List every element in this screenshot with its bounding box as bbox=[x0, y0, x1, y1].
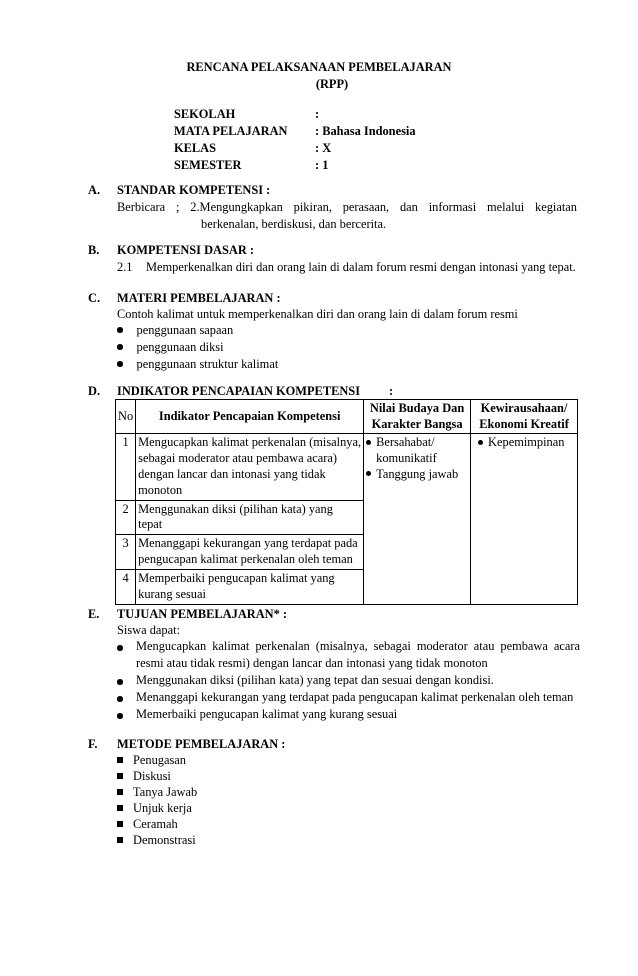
row-number: 1 bbox=[116, 434, 136, 501]
section-heading: INDIKATOR PENCAPAIAN KOMPETENSI bbox=[117, 384, 361, 398]
row-indikator: Menanggapi kekurangan yang terdapat pada pengucapan kalimat perkenalan oleh teman bbox=[136, 535, 364, 570]
materi-list bbox=[117, 323, 278, 374]
square-bullet-icon bbox=[117, 805, 123, 811]
section-heading-colon: : bbox=[389, 384, 394, 398]
section-letter: A. bbox=[88, 183, 101, 197]
section-heading: STANDAR KOMPETENSI : bbox=[117, 183, 271, 197]
section-heading: MATERI PEMBELAJARAN : bbox=[117, 291, 281, 305]
section-letter: C. bbox=[88, 291, 101, 305]
identity-row-mata-pelajaran bbox=[174, 124, 474, 141]
list-item: Memerbaiki pengucapan kalimat yang kurang sesuai bbox=[117, 707, 580, 724]
kewirausahaan-cell bbox=[471, 434, 578, 605]
metode-list bbox=[117, 753, 197, 849]
table-header-row bbox=[116, 400, 578, 434]
row-indikator: Menggunakan diksi (pilihan kata) yang tepat bbox=[136, 500, 364, 535]
bullet-icon bbox=[117, 327, 123, 333]
bullet-icon bbox=[366, 440, 371, 445]
row-indikator: Mengucapkan kalimat perkenalan (misalnya, sebagai moderator atau pembawa acara) dengan lancar dan intonasi yang tidak monoton bbox=[136, 434, 364, 501]
bullet-icon bbox=[117, 713, 123, 719]
identity-row-kelas bbox=[174, 141, 474, 158]
square-bullet-icon bbox=[117, 789, 123, 795]
bullet-icon bbox=[117, 679, 123, 685]
tujuan-list bbox=[117, 639, 580, 724]
list-item: Mengucapkan kalimat perkenalan (misalnya, sebagai moderator atau pembawa acara resmi atau tidak resmi) dengan lancar dan intonasi yang tidak monoton bbox=[117, 639, 580, 673]
row-number: 3 bbox=[116, 535, 136, 570]
list-item: Penugasan bbox=[117, 753, 197, 769]
column-header-nilai: Nilai Budaya Dan Karakter Bangsa bbox=[364, 400, 471, 434]
section-letter: B. bbox=[88, 243, 100, 257]
section-heading: METODE PEMBELAJARAN : bbox=[117, 737, 286, 751]
standar-kompetensi-line: berkenalan, berdiskusi, dan bercerita. bbox=[201, 217, 387, 231]
document-subtitle: (RPP) bbox=[315, 77, 349, 91]
standar-kompetensi-line: Berbicara ; 2.Mengungkapkan pikiran, perasaan, dan informasi melalui kegiatan bbox=[117, 200, 577, 214]
row-indikator: Memperbaiki pengucapan kalimat yang kurang sesuai bbox=[136, 570, 364, 605]
materi-intro: Contoh kalimat untuk memperkenalkan diri dan orang lain di dalam forum resmi bbox=[117, 307, 518, 321]
bullet-icon bbox=[117, 344, 123, 350]
list-item: Kepemimpinan bbox=[473, 435, 575, 451]
identity-value: : X bbox=[315, 141, 332, 155]
list-item: Unjuk kerja bbox=[117, 801, 197, 817]
identity-value: : Bahasa Indonesia bbox=[315, 124, 416, 138]
square-bullet-icon bbox=[117, 821, 123, 827]
list-item: Menanggapi kekurangan yang terdapat pada pengucapan kalimat perkenalan oleh teman bbox=[117, 690, 580, 707]
square-bullet-icon bbox=[117, 773, 123, 779]
identity-label: MATA PELAJARAN bbox=[174, 124, 288, 138]
section-letter: D. bbox=[88, 384, 101, 398]
tujuan-intro: Siswa dapat: bbox=[117, 623, 180, 637]
bullet-icon bbox=[117, 696, 123, 702]
identity-value: : 1 bbox=[315, 158, 329, 172]
bullet-icon bbox=[117, 361, 123, 367]
list-item: Tanggung jawab bbox=[366, 467, 468, 483]
column-header-indikator: Indikator Pencapaian Kompetensi bbox=[136, 400, 364, 434]
list-item: Demonstrasi bbox=[117, 833, 197, 849]
list-item: penggunaan sapaan bbox=[117, 323, 278, 340]
identity-row-sekolah bbox=[174, 107, 474, 124]
identity-row-semester bbox=[174, 158, 474, 175]
section-heading: TUJUAN PEMBELAJARAN* : bbox=[117, 607, 288, 621]
section-heading: KOMPETENSI DASAR : bbox=[117, 243, 254, 257]
list-item: Tanya Jawab bbox=[117, 785, 197, 801]
section-letter: E. bbox=[88, 607, 100, 621]
square-bullet-icon bbox=[117, 757, 123, 763]
list-item: penggunaan struktur kalimat bbox=[117, 357, 278, 374]
bullet-icon bbox=[366, 471, 371, 476]
column-header-kewirausahaan: Kewirausahaan/ Ekonomi Kreatif bbox=[471, 400, 578, 434]
row-number: 4 bbox=[116, 570, 136, 605]
kompetensi-number: 2.1 bbox=[117, 260, 133, 274]
column-header-no: No bbox=[116, 400, 136, 434]
list-item: Diskusi bbox=[117, 769, 197, 785]
row-number: 2 bbox=[116, 500, 136, 535]
document-title: RENCANA PELAKSANAAN PEMBELAJARAN bbox=[186, 60, 452, 74]
bullet-icon bbox=[478, 440, 483, 445]
nilai-budaya-cell: Bersahabat/ komunikatif Tanggung jawab bbox=[364, 434, 471, 605]
identity-block bbox=[174, 107, 474, 175]
list-item: Bersahabat/ bbox=[366, 435, 468, 451]
square-bullet-icon bbox=[117, 837, 123, 843]
table-row bbox=[116, 434, 578, 501]
identity-value: : bbox=[315, 107, 320, 121]
list-item: Ceramah bbox=[117, 817, 197, 833]
indikator-table bbox=[115, 399, 578, 605]
bullet-icon bbox=[117, 645, 123, 651]
list-item: penggunaan diksi bbox=[117, 340, 278, 357]
identity-label: SEMESTER bbox=[174, 158, 242, 172]
section-letter: F. bbox=[88, 737, 98, 751]
identity-label: SEKOLAH bbox=[174, 107, 236, 121]
list-item: Menggunakan diksi (pilihan kata) yang tepat dan sesuai dengan kondisi. bbox=[117, 673, 580, 690]
identity-label: KELAS bbox=[174, 141, 217, 155]
kompetensi-dasar-text: Memperkenalkan diri dan orang lain di dalam forum resmi dengan intonasi yang tepat. bbox=[146, 260, 576, 274]
